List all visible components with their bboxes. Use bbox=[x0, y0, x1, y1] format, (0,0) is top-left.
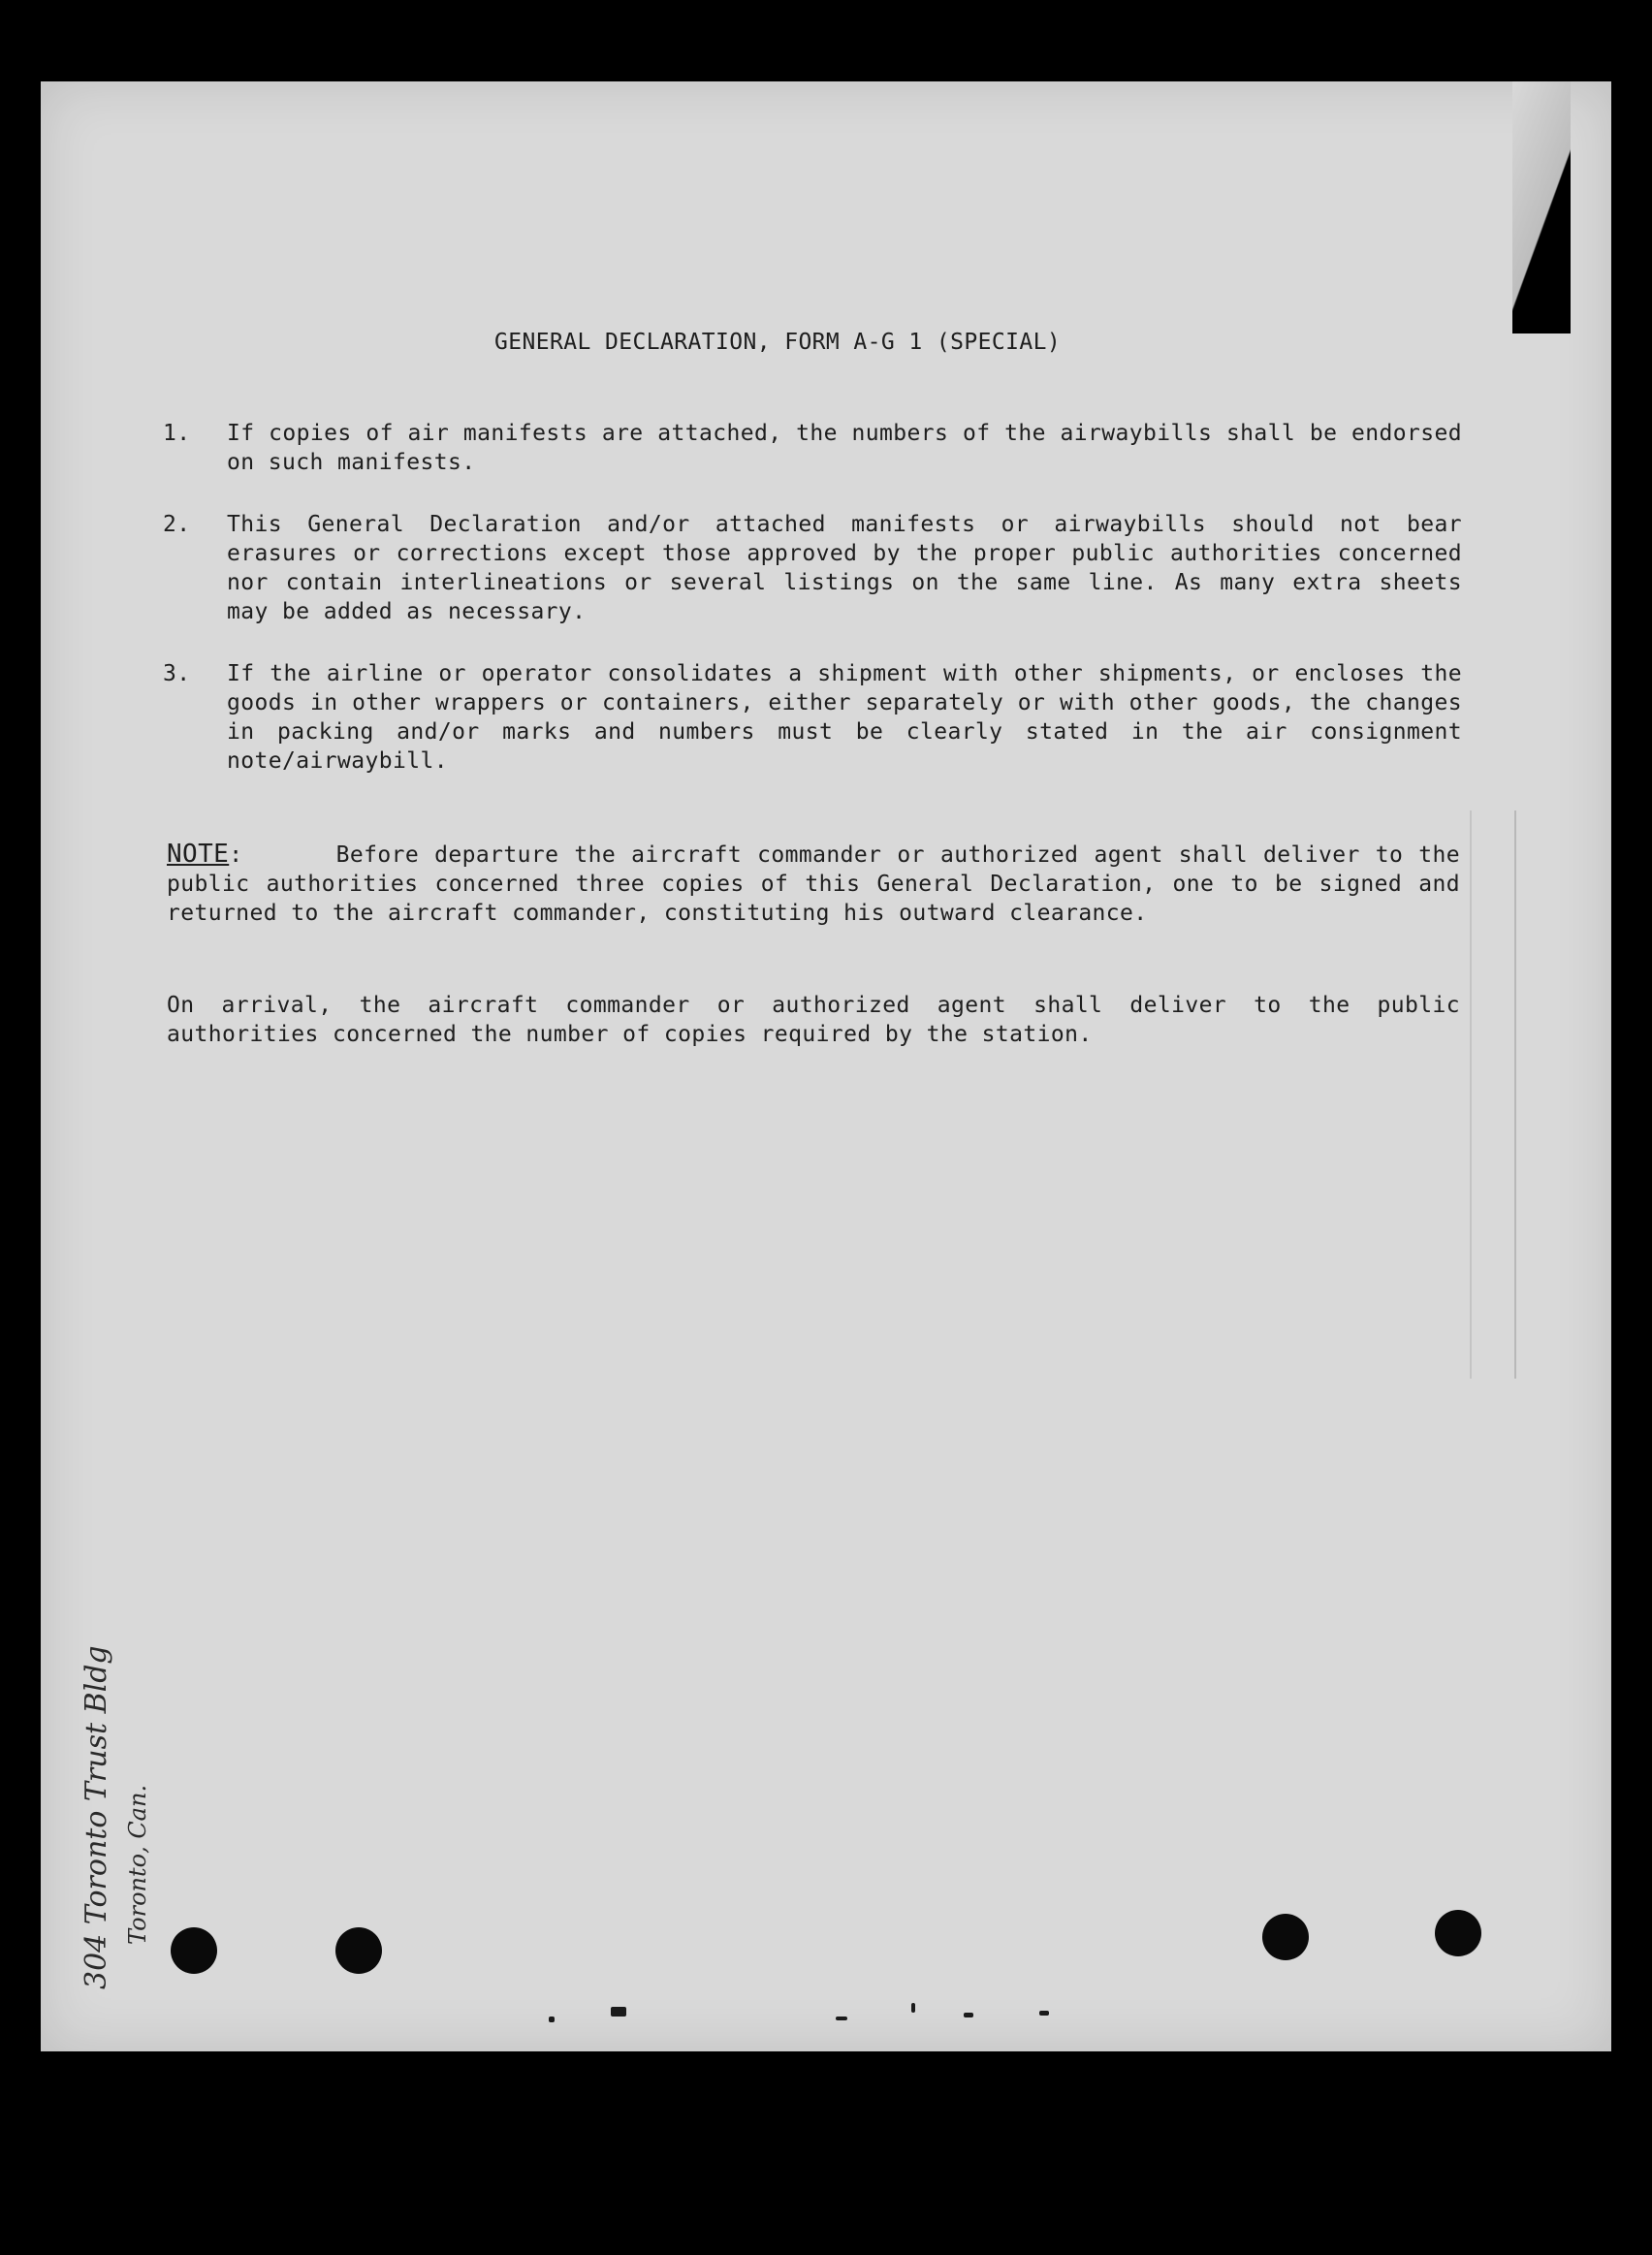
item-number: 2. bbox=[163, 512, 191, 537]
item-number: 1. bbox=[163, 421, 191, 446]
note-paragraph bbox=[167, 840, 1460, 928]
punch-hole bbox=[1262, 1914, 1309, 1960]
ink-speck bbox=[836, 2017, 847, 2020]
ink-speck bbox=[964, 2013, 973, 2017]
item-text: If copies of air manifests are attached, the numbers of the airwaybills shall be endorsed on such manifests. bbox=[227, 421, 1462, 475]
ink-speck bbox=[549, 2017, 555, 2022]
ink-speck bbox=[1039, 2011, 1049, 2016]
note-text: Before departure the aircraft commander or authorized agent shall deliver to the public authorities concerned three copies of this General Declaration, one to be signed and returned to the aircraft commander, constituting his outward clearance. bbox=[167, 842, 1460, 926]
ink-speck bbox=[611, 2007, 626, 2017]
bleed-through-box bbox=[1470, 810, 1516, 1379]
note-colon: : bbox=[229, 842, 243, 868]
note-label: NOTE bbox=[167, 840, 230, 869]
arrival-paragraph: On arrival, the aircraft commander or authorized agent shall deliver to the public authorities concerned the number of copies required by the station. bbox=[167, 993, 1460, 1047]
item-text: This General Declaration and/or attached manifests or airwaybills should not bear erasures or corrections except those approved by the proper public authorities concerned nor contain interlineations or several listings on the same line. As many extra sheets may be added as necessary. bbox=[227, 512, 1462, 624]
item-text: If the airline or operator consolidates a shipment with other shipments, or encloses the goods in other wrappers or containers, either separately or with other goods, the changes in packing and/or marks and numbers must be clearly stated in the air consignment note/airwaybill. bbox=[227, 661, 1462, 774]
document-page bbox=[41, 81, 1611, 2051]
document-title: GENERAL DECLARATION, FORM A-G 1 (SPECIAL) bbox=[494, 330, 1062, 355]
handwritten-address-line-2: Toronto, Can. bbox=[124, 1784, 151, 1945]
punch-hole bbox=[1435, 1910, 1481, 1956]
folded-corner bbox=[1512, 81, 1571, 333]
ink-speck bbox=[911, 2003, 915, 2013]
punch-hole bbox=[171, 1927, 217, 1974]
punch-hole bbox=[335, 1927, 382, 1974]
item-number: 3. bbox=[163, 661, 191, 686]
handwritten-address-line-1: 304 Toronto Trust Bldg bbox=[79, 1645, 113, 1989]
